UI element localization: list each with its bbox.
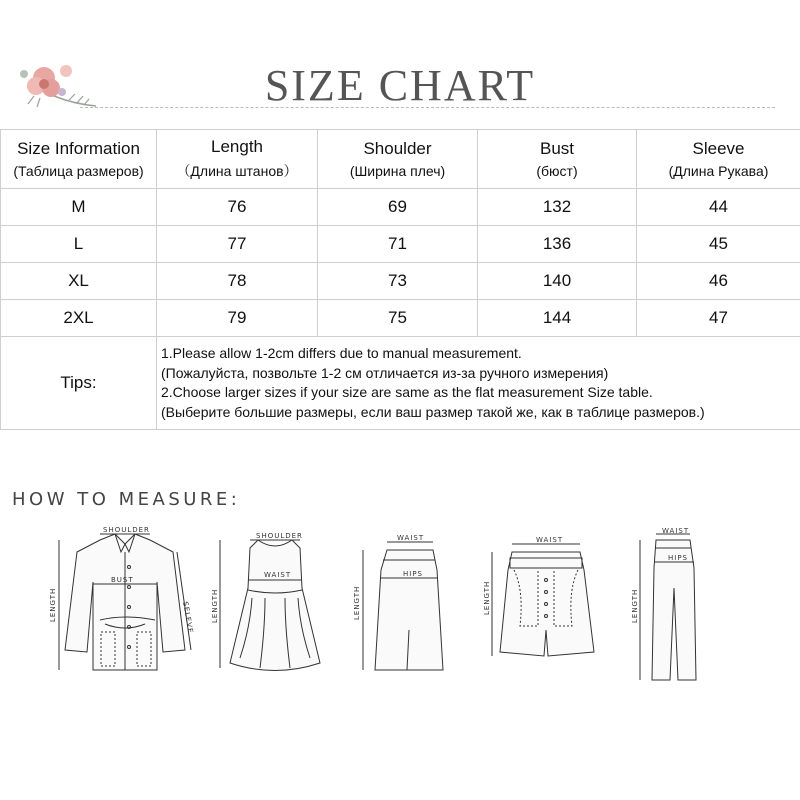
tip-line: (Выберите большие размеры, если ваш размер такой же, как в таблице размеров.) bbox=[161, 403, 705, 420]
bust-label: BUST bbox=[111, 576, 134, 584]
length-cell: 78 bbox=[157, 263, 318, 300]
title-divider bbox=[80, 107, 775, 108]
header-cell-bust: Bust (бюст) bbox=[478, 130, 637, 189]
dress-diagram bbox=[210, 528, 340, 688]
shoulder-cell: 73 bbox=[318, 263, 478, 300]
length-label: LENGTH bbox=[353, 585, 361, 620]
table-row bbox=[1, 226, 800, 263]
how-to-measure-title: HOW TO MEASURE: bbox=[12, 489, 241, 510]
length-label: LENGTH bbox=[483, 580, 491, 615]
sleeve-cell: 45 bbox=[637, 226, 800, 263]
header-cell-length: Length （Длина штанов） bbox=[157, 130, 318, 189]
length-label: LENGTH bbox=[631, 588, 639, 623]
tips-label: Tips: bbox=[1, 337, 157, 430]
tip-line: 1.Please allow 1-2cm differs due to manual measurement. bbox=[161, 345, 522, 361]
waist-label: WAIST bbox=[397, 534, 425, 542]
tip-line: 2.Choose larger sizes if your size are same as the flat measurement Size table. bbox=[161, 384, 653, 400]
shoulder-label: SHOULDER bbox=[256, 532, 303, 540]
header bbox=[0, 0, 800, 128]
shoulder-cell: 69 bbox=[318, 189, 478, 226]
bust-cell: 144 bbox=[478, 300, 637, 337]
tips-row bbox=[1, 337, 800, 430]
table-row bbox=[1, 263, 800, 300]
waist-label: WAIST bbox=[662, 528, 690, 535]
size-cell: L bbox=[1, 226, 157, 263]
shoulder-cell: 71 bbox=[318, 226, 478, 263]
size-cell: M bbox=[1, 189, 157, 226]
length-cell: 77 bbox=[157, 226, 318, 263]
pants-diagram bbox=[628, 528, 708, 688]
table-header-row bbox=[1, 130, 800, 189]
shoulder-cell: 75 bbox=[318, 300, 478, 337]
waist-label: WAIST bbox=[264, 571, 292, 579]
shorts-diagram bbox=[480, 530, 610, 665]
header-cell-shoulder: Shoulder (Ширина плеч) bbox=[318, 130, 478, 189]
sleeve-cell: 44 bbox=[637, 189, 800, 226]
header-cell-size: Size Information (Таблица размеров) bbox=[1, 130, 157, 189]
sleeve-cell: 46 bbox=[637, 263, 800, 300]
tip-line: (Пожалуйста, позвольте 1-2 см отличается из-за ручного измерения) bbox=[161, 364, 609, 381]
hips-label: HIPS bbox=[403, 570, 423, 578]
waist-label: WAIST bbox=[536, 536, 564, 544]
shoulder-label: SHOULDER bbox=[103, 526, 150, 534]
size-cell: XL bbox=[1, 263, 157, 300]
bust-cell: 136 bbox=[478, 226, 637, 263]
page-title: SIZE CHART bbox=[264, 61, 536, 110]
sleeve-cell: 47 bbox=[637, 300, 800, 337]
bust-cell: 132 bbox=[478, 189, 637, 226]
size-table bbox=[0, 129, 800, 430]
size-cell: 2XL bbox=[1, 300, 157, 337]
hips-label: HIPS bbox=[668, 554, 688, 562]
table-row bbox=[1, 189, 800, 226]
tips-text bbox=[157, 337, 800, 430]
sleeve-label: SELEVE bbox=[181, 600, 195, 635]
skirt-diagram bbox=[345, 530, 455, 690]
length-cell: 76 bbox=[157, 189, 318, 226]
header-cell-sleeve: Sleeve (Длина Рукава) bbox=[637, 130, 800, 189]
table-row bbox=[1, 300, 800, 337]
length-label: LENGTH bbox=[211, 588, 219, 623]
length-label: LENGTH bbox=[49, 587, 57, 622]
bust-cell: 140 bbox=[478, 263, 637, 300]
length-cell: 79 bbox=[157, 300, 318, 337]
jacket-diagram bbox=[45, 522, 205, 682]
